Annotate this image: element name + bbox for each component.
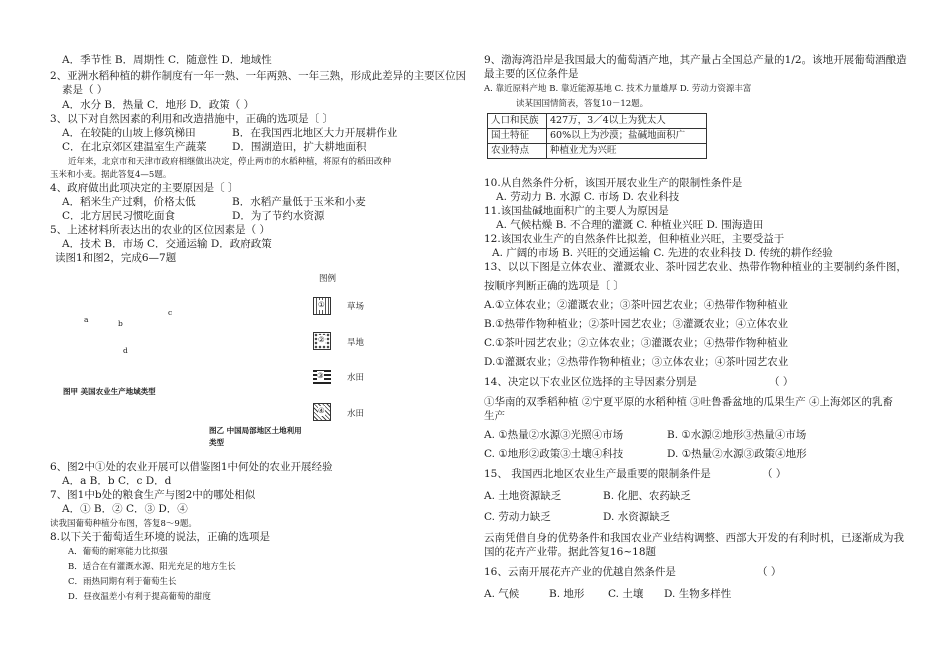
q3-stem: 3、以下对自然因素的利用和改造措施中，正确的选项是〔 〕: [50, 113, 334, 125]
q3-option-b: B．在我国西北地区大力开展耕作业: [232, 127, 398, 139]
passage-1-line1: 近年来，北京市和天津市政府相继做出决定，停止两市的水稻种植，将原有的稻田改种: [68, 157, 392, 167]
q3-option-d: D．围湖造田，扩大耕地面积: [232, 141, 367, 153]
legend-num-4: ④: [318, 406, 325, 415]
table-cell-value: 427万，3／4以上为犹太人: [547, 114, 707, 129]
fig1-caption: 图甲 美国农业生产地域类型: [63, 387, 156, 396]
figure-intro: 读图1和图2，完成6—7题: [55, 252, 177, 264]
q1-options: A．季节性 B．周期性 C．随意性 D．地域性: [62, 54, 272, 66]
q2-stem-line2: 素是（ ）: [62, 84, 108, 96]
q11-stem: 11.该国盐碱地面积广的主要人为原因是: [484, 205, 669, 217]
legend-title: 图例: [319, 274, 337, 284]
q14-items-line2: 生产: [484, 410, 505, 422]
q8-option-a: A．葡萄的耐寒能力比拟强: [68, 547, 168, 557]
fig1-label-a: a: [84, 315, 89, 324]
q4-option-b: B．水稻产量低于玉米和小麦: [232, 196, 366, 208]
q16-option-a: A. 气候: [484, 588, 520, 600]
legend-label-4: 水田: [347, 409, 365, 419]
table-cell-value: 60%以上为沙漠；盐碱地面积广: [547, 129, 707, 144]
table-cell-key: 人口和民族: [488, 114, 547, 129]
q13-stem-line1: 13、以以下图是立体农业、灌溉农业、茶叶园艺农业、热带作物种植业的主要制约条件图，: [484, 261, 907, 273]
fig1-label-d: d: [123, 346, 128, 355]
q2-stem-line1: 2、亚洲水稻种植的耕作制度有一年一熟、一年两熟、一年三熟，形成此差异的主要区位因: [50, 70, 467, 82]
q6-stem: 6、图2中①处的农业开展可以借鉴图1中何处的农业开展经验: [50, 461, 333, 473]
table-row: [488, 144, 707, 159]
q15-option-d: D. 水资源缺乏: [603, 511, 671, 523]
legend-label-2: 旱地: [347, 338, 365, 348]
q3-option-c: C．在北京郊区建温室生产蔬菜: [62, 141, 207, 153]
q14-answer-paren: （ ）: [769, 376, 794, 388]
passage-3-line2: 国的花卉产业带。据此答复16~18题: [484, 546, 657, 558]
table-cell-key: 国土特征: [488, 129, 547, 144]
q15-stem: 15、 我国西北地区农业生产最重要的限制条件是: [484, 468, 711, 480]
q10-stem: 10.从自然条件分析，该国开展农业生产的限制性条件是: [484, 177, 743, 189]
q16-stem: 16、云南开展花卉产业的优越自然条件是: [484, 566, 676, 578]
q15-option-c: C. 劳动力缺乏: [484, 511, 551, 523]
q9-stem-line2: 最主要的区位条件是: [484, 68, 579, 80]
q15-answer-paren: （ ）: [762, 468, 787, 480]
q4-option-a: A．稻米生产过剩，价格太低: [62, 196, 196, 208]
q14-option-b: B. ①水源②地形③热量④市场: [667, 429, 807, 441]
table-cell-value: 种植业尤为兴旺: [547, 144, 707, 159]
legend-num-3: ③: [317, 371, 324, 380]
q7-options: A．① B．② C．③ D．④: [62, 503, 188, 515]
q2-options: A．水分 B．热量 C．地形 D．政策（ ）: [62, 99, 255, 111]
q4-stem: 4、政府做出此项决定的主要原因是〔 〕: [50, 182, 239, 194]
q14-option-a: A. ①热量②水源③光照④市场: [484, 429, 624, 441]
passage-1-line2: 玉米和小麦。据此答复4—5题。: [50, 170, 172, 180]
q6-options: A．a B．b C．c D．d: [62, 475, 172, 487]
q3-option-a: A．在较陡的山坡上修筑梯田: [62, 127, 196, 139]
table-row: [488, 114, 707, 129]
q13-option-a: A.①立体农业；②灌溉农业；③茶叶园艺农业；④热带作物种植业: [484, 299, 788, 311]
table-intro: 读某国国情简表，答复10－12题。: [516, 99, 649, 109]
fig2-caption-line1: 图乙 中国局部地区土地利用: [209, 426, 302, 435]
q12-options: A. 广阔的市场 B. 兴旺的交通运输 C. 先进的农业科技 D. 传统的耕作经验: [492, 247, 833, 259]
q14-option-d: D. ①热量②水源③政策④地形: [667, 448, 807, 460]
q9-options: A. 靠近原料产地 B. 靠近能源基地 C. 技术力量雄厚 D. 劳动力资源丰富: [484, 84, 752, 94]
q14-option-c: C. ①地形②政策③土壤④科技: [484, 448, 624, 460]
passage-3-line1: 云南凭借自身的优势条件和我国农业产业结构调整、西部大开发的有利时机，已逐渐成为我: [484, 532, 904, 544]
legend-dryland-swatch: [313, 332, 331, 350]
legend-paddy-swatch-2: [313, 403, 331, 421]
q7-stem: 7、图1中b处的粮食生产与图2中的哪处相似: [50, 489, 256, 501]
q13-option-d: D.①灌溉农业；②热带作物种植业；③立体农业；④茶叶园艺农业: [484, 356, 789, 368]
q14-items-line1: ①华南的双季稻种植 ②宁夏平原的水稻种植 ③吐鲁番盆地的瓜果生产 ④上海郊区的乳畜: [484, 396, 894, 408]
q12-stem: 12.该国农业生产的自然条件比拟差，但种植业兴旺，主要受益于: [484, 233, 785, 245]
legend-label-1: 草场: [347, 302, 365, 312]
q16-option-c: C. 土壤: [608, 588, 644, 600]
q8-stem: 8.以下关于葡萄适生环境的说法，正确的选项是: [50, 531, 271, 543]
fig1-label-c: c: [168, 308, 173, 317]
q16-answer-paren: （ ）: [757, 566, 782, 578]
table-cell-key: 农业特点: [488, 144, 547, 159]
q4-option-c: C．北方居民习惯吃面食: [62, 210, 176, 222]
q5-options: A．技术 B．市场 C．交通运输 D．政府政策: [62, 238, 272, 250]
q9-stem-line1: 9、渤海湾沿岸是我国最大的葡萄酒产地，其产量占全国总产量的1/2。该地开展葡萄酒酿造: [484, 54, 907, 66]
q15-option-a: A. 土地资源缺乏: [484, 490, 562, 502]
q16-option-b: B. 地形: [549, 588, 585, 600]
table-row: [488, 129, 707, 144]
q13-stem-line2: 按顺序判断正确的选项是〔 〕: [484, 280, 624, 292]
legend-num-2: ②: [318, 335, 325, 344]
legend-paddy-swatch-1: [313, 368, 331, 386]
q8-option-b: B．适合在有灌溉水源、阳光充足的地方生长: [68, 562, 236, 572]
country-info-table: [487, 113, 707, 159]
passage-2: 读我国葡萄种植分布图，答复8～9题。: [50, 519, 197, 529]
q11-options: A. 气候枯燥 B. 不合理的灌溉 C. 种植业兴旺 D. 围海造田: [496, 219, 764, 231]
q14-stem: 14、决定以下农业区位选择的主导因素分别是: [484, 376, 697, 388]
fig2-caption-line2: 类型: [209, 438, 224, 447]
legend-grassland-swatch: [313, 297, 331, 315]
q13-option-b: B.①热带作物种植业；②茶叶园艺农业；③灌溉农业；④立体农业: [484, 318, 788, 330]
q16-option-d: D. 生物多样性: [664, 588, 732, 600]
fig1-label-b: b: [118, 319, 123, 328]
q4-option-d: D．为了节约水资源: [232, 210, 325, 222]
q5-stem: 5、上述材料所表达出的农业的区位因素是（ ）: [50, 224, 271, 236]
q15-option-b: B. 化肥、农药缺乏: [603, 490, 691, 502]
q8-option-d: D．昼夜温差小有利于提高葡萄的甜度: [68, 592, 211, 602]
q13-option-c: C.①茶叶园艺农业；②立体农业；③灌溉农业；④热带作物种植业: [484, 337, 788, 349]
q8-option-c: C．雨热同期有利于葡萄生长: [68, 577, 177, 587]
legend-label-3: 水田: [347, 373, 365, 383]
q10-options: A. 劳动力 B. 水源 C. 市场 D. 农业科技: [496, 191, 680, 203]
legend-num-1: ①: [318, 300, 325, 309]
